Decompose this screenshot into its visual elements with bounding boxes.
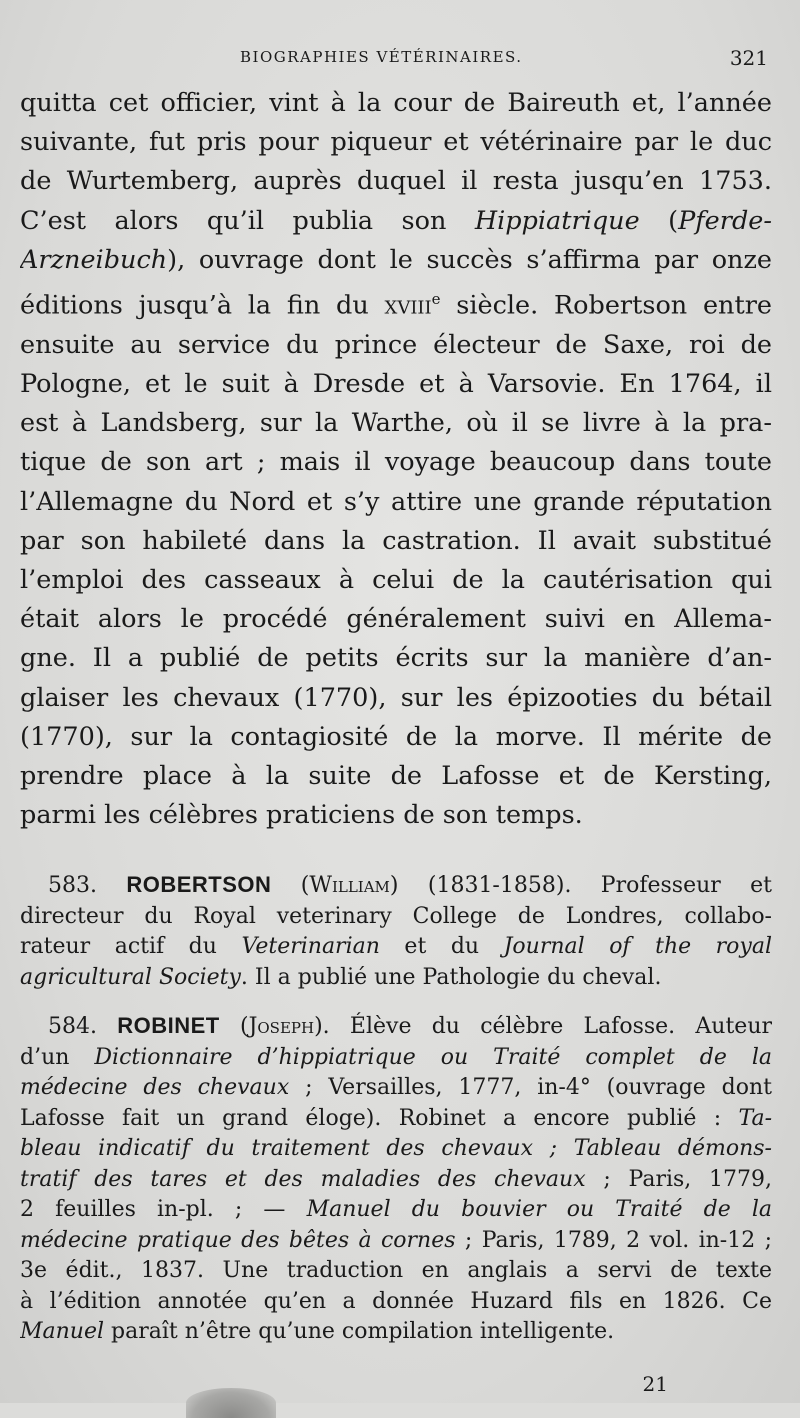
body-line [20, 280, 772, 326]
book-title: Arzneibuch [20, 244, 168, 275]
body-line: tique de son art ; mais il voyage beaucoup dans toute [20, 447, 772, 478]
entry-line: 583. ROBERTSON (William) (1831-1858). Professeur et [48, 872, 772, 898]
body-line: est à Landsberg, sur la Warthe, où il se livre à la pra- [20, 408, 772, 439]
entry-584 [20, 1011, 772, 1348]
book-title: médecine pratique des bêtes à cornes [20, 1227, 456, 1253]
book-title: Manuel [20, 1319, 105, 1344]
entries [20, 870, 772, 1366]
entry-number: 584. [48, 1014, 97, 1039]
entry-text: . Il a publié une Pathologie du cheval. [240, 964, 662, 990]
entry-name: ROBERTSON [126, 872, 272, 897]
entry-given-name: William [309, 873, 390, 898]
entry-line [20, 963, 772, 994]
entry-text: rateur actif du [20, 934, 242, 959]
body-line: quitta cet officier, vint à la cour de Baireuth et, l’année [20, 88, 772, 118]
body-text: ), ouvrage dont le succès s’affirma par onze [167, 244, 772, 275]
entry-line [20, 932, 772, 963]
book-title: Hippiatrique [474, 205, 640, 236]
entry-line [20, 1134, 772, 1165]
book-title: Manuel du bouvier ou Traité de la [306, 1197, 772, 1222]
entry-line [20, 1195, 772, 1226]
entry-text: ; Versailles, 1777, in-4° (ouvrage dont [289, 1075, 772, 1100]
entry-name: ROBINET [117, 1013, 220, 1038]
body-line: (1770), sur la contagiosité de la morve. Il mérite de [20, 721, 772, 752]
thumb-shadow [186, 1388, 276, 1418]
body-line [20, 202, 772, 241]
body-line: de Wurtemberg, auprès duquel il resta jusqu’en 1753. [20, 166, 772, 197]
body-line: gne. Il a publié de petits écrits sur la manière d’an- [20, 643, 772, 674]
body-paragraph [20, 84, 772, 835]
body-line: suivante, fut pris pour piqueur et vétérinaire par le duc [20, 127, 772, 158]
body-line: l’emploi des casseaux à celui de la cautérisation qui [20, 564, 772, 595]
entry-line: directeur du Royal veterinary College de Londres, collabo- [20, 903, 772, 929]
book-title: tratif des tares et des maladies des chevaux [20, 1166, 586, 1192]
body-line: était alors le procédé généralement suivi en Allema- [20, 604, 772, 635]
book-title: Ta- [738, 1105, 772, 1131]
entry-line [20, 1226, 772, 1257]
entry-line [20, 1165, 772, 1196]
body-line: ensuite au service du prince électeur de Saxe, roi de [20, 329, 772, 360]
entry-text: ; Paris, 1789, 2 vol. in-12 ; [455, 1227, 772, 1253]
body-text: éditions jusqu’à la fin du [20, 290, 385, 321]
entry-line [20, 1317, 772, 1348]
superscript: e [431, 290, 441, 309]
body-text: siècle. Robertson entre [440, 290, 772, 321]
running-title: BIOGRAPHIES VÉTÉRINAIRES. [240, 48, 523, 66]
journal-title: Journal of the royal [503, 934, 772, 959]
signature-mark: 21 [642, 1372, 668, 1396]
running-head [0, 48, 800, 72]
body-line [20, 241, 772, 280]
book-title: Dictionnaire d’hippiatrique ou Traité complet de la [94, 1044, 772, 1070]
body-text: C’est alors qu’il publia son [20, 205, 475, 236]
entry-given-name: Joseph [248, 1014, 315, 1039]
entry-line [20, 1073, 772, 1104]
body-line: glaiser les chevaux (1770), sur les épizooties du bétail [20, 682, 772, 713]
book-title: médecine des chevaux [20, 1075, 290, 1100]
journal-title: agricultural Society [20, 964, 241, 990]
entry-line [20, 1043, 772, 1074]
entry-text: paraît n’être qu’une compilation intelligente. [104, 1319, 615, 1344]
century-numeral: xviii [384, 290, 432, 321]
body-text: ( [639, 205, 679, 236]
page-number: 321 [729, 46, 768, 70]
entry-line: 584. ROBINET (Joseph). Élève du célèbre Lafosse. Auteur [48, 1013, 772, 1039]
body-line: parmi les célèbres praticiens de son temps. [20, 800, 583, 831]
entry-text: Lafosse fait un grand éloge). Robinet a encore publié : [20, 1105, 739, 1131]
entry-text: et du [379, 934, 504, 959]
body-line: par son habileté dans la castration. Il avait substitué [20, 525, 772, 556]
book-title: bleau indicatif du traitement des chevaux ; Tableau démons- [20, 1136, 772, 1161]
journal-title: Veterinarian [241, 934, 380, 959]
entry-text: (1831-1858). Professeur et [398, 873, 772, 898]
body-line: l’Allemagne du Nord et s’y attire une grande réputation [20, 486, 772, 517]
entry-text: 2 feuilles in-pl. ; — [20, 1197, 307, 1222]
entry-583 [20, 870, 772, 993]
book-title: Pferde- [678, 205, 772, 236]
body-line: prendre place à la suite de Lafosse et de Kersting, [20, 760, 772, 791]
entry-line [20, 1104, 772, 1135]
entry-line: 3e édit., 1837. Une traduction en anglais a servi de texte [20, 1258, 772, 1283]
entry-number: 583. [48, 873, 97, 898]
body-line: Pologne, et le suit à Dresde et à Varsovie. En 1764, il [20, 368, 772, 399]
entry-text: d’un [20, 1044, 95, 1070]
entry-text: ). Élève du célèbre Lafosse. Auteur [314, 1014, 772, 1039]
entry-line: à l’édition annotée qu’en a donnée Huzard fils en 1826. Ce [20, 1288, 772, 1314]
entry-text: ; Paris, 1779, [585, 1166, 772, 1192]
